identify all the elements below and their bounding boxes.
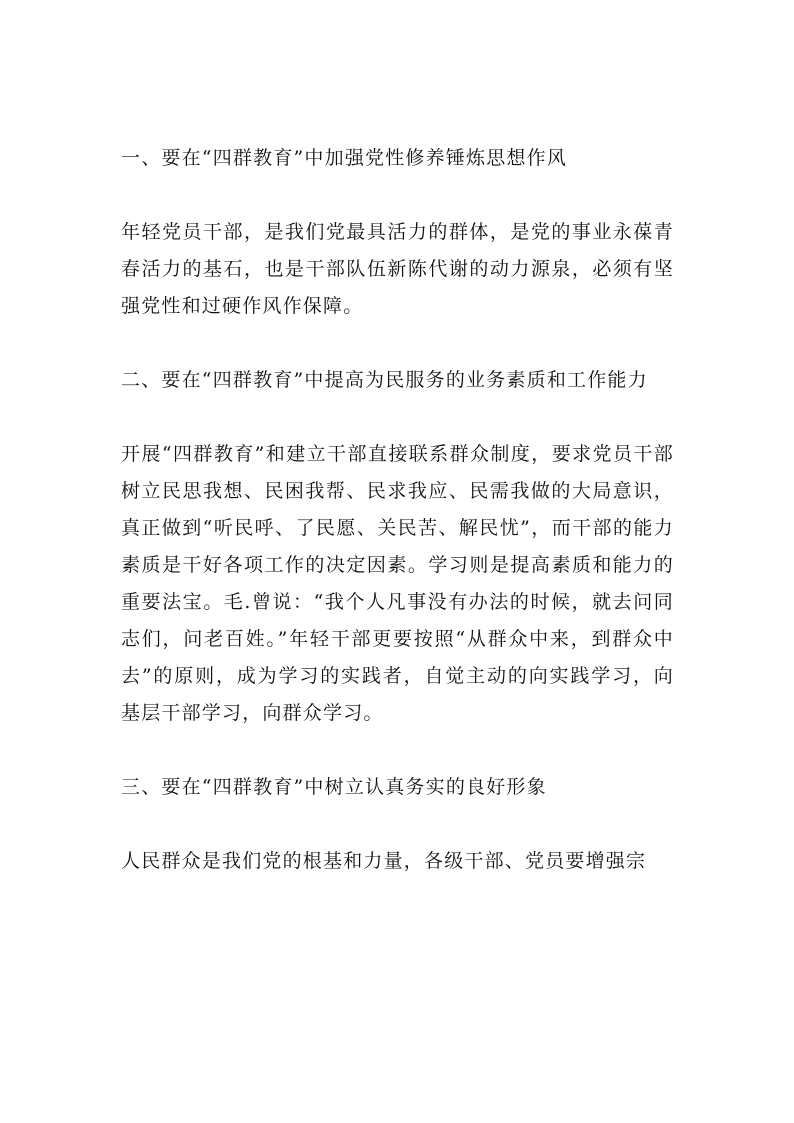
section-paragraph-2: 开展“四群教育”和建立干部直接联系群众制度，要求党员干部树立民思我想、民困我帮、民求我应、民需我做的大局意识，真正做到“听民呼、了民愿、关民苦、解民忧”，而干部的能力素质是干好各项工作的决定因素。学习则是提高素质和能力的重要法宝。毛.曾说：“我个人凡事没有办法的时候，就去问同志们，问老百姓。”年轻干部更要按照“从群众中来，到群众中去”的原则，成为学习的实践者，自觉主动的向实践学习，向基层干部学习，向群众学习。: [121, 443, 674, 724]
section-heading-1: 一、要在“四群教育”中加强党性修养锤炼思想作风: [121, 147, 568, 169]
document-body: [121, 140, 674, 880]
section-heading-3: 三、要在“四群教育”中树立认真务实的良好形象: [121, 776, 547, 798]
section-heading-2: 二、要在“四群教育”中提高为民服务的业务素质和工作能力: [121, 369, 648, 391]
section-paragraph-3: 人民群众是我们党的根基和力量，各级干部、党员要增强宗: [121, 850, 647, 872]
section-paragraph-1: 年轻党员干部，是我们党最具活力的群体，是党的事业永葆青春活力的基石，也是干部队伍新陈代谢的动力源泉，必须有坚强党性和过硬作风作保障。: [121, 221, 674, 317]
